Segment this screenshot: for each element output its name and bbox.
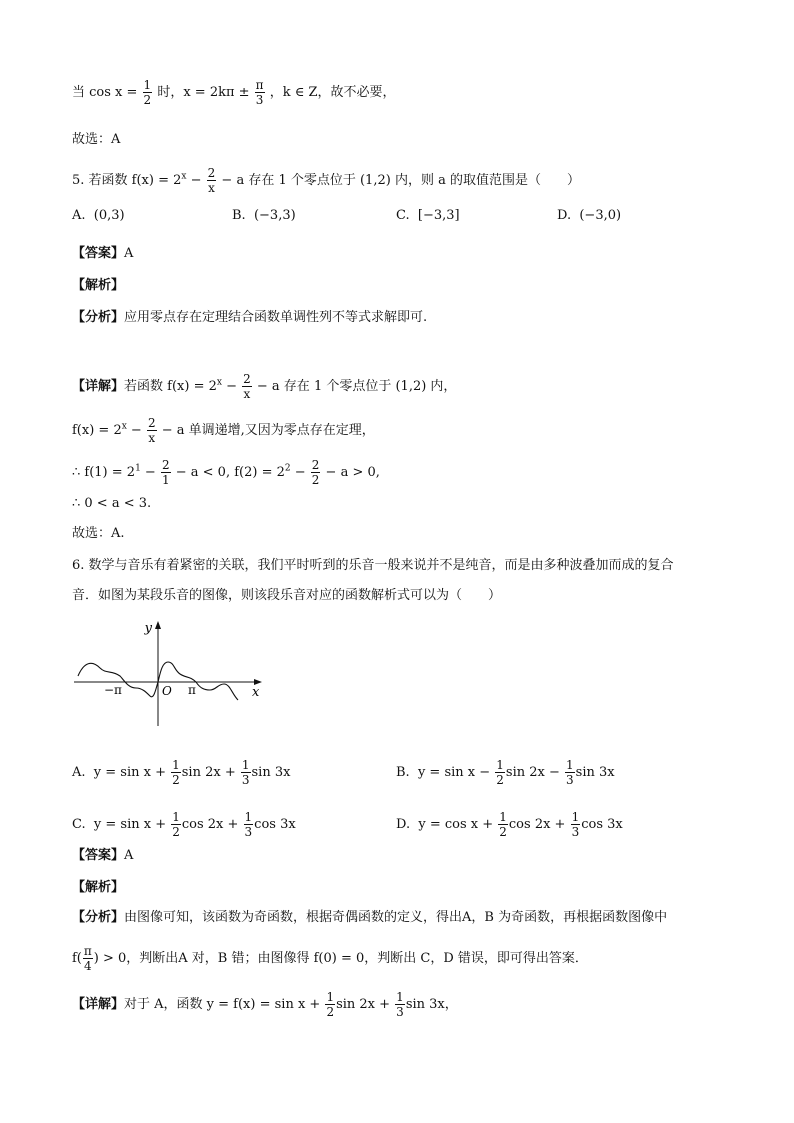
y-label: y — [144, 621, 152, 636]
fraction: $\frac{2}{x}$ — [147, 416, 156, 445]
q6-detail-line1: 【详解】对于 A，函数 y = f(x) = sin x + $\frac{1}{2}$ sin 2x + $\frac{1}{3}$ sin 3x， — [72, 990, 458, 1019]
fraction: $\frac{1}{2}$ — [143, 78, 152, 107]
q5-detail-line3: ∴ $f(1) = 2^1$ − $\frac{2}{1}$ − a < 0, $f(2) = 2^2$ − $\frac{2}{2}$ − a > 0, — [72, 458, 380, 487]
x-label: x — [252, 685, 260, 700]
fraction: $\frac{2}{2}$ — [311, 458, 320, 487]
origin-label: O — [162, 684, 172, 698]
fraction: $\frac{2}{1}$ — [161, 458, 170, 487]
q6-fenxi-line1: 【分析】由图像可知，该函数为奇函数，根据奇偶函数的定义，得出A，B 为奇函数，再根据函数图像中 — [72, 910, 668, 925]
q6-fenxi-line2: f( $\frac{\pi}{4}$ ) > 0，判断出A 对，B 错；由图像得 f(0) = 0，判断出 C，D 错误，即可得出答案． — [72, 944, 588, 973]
q6-answer: 【答案】A — [72, 848, 134, 863]
q5-final: 故选：A. — [72, 526, 125, 541]
y-axis-arrow — [155, 621, 161, 629]
q5-stem: 5. 若函数 $f(x) = 2^x$ − $\frac{2}{x}$ − a 存在 1 个零点位于 (1,2) 内，则 a 的取值范围是（ ） — [72, 166, 580, 195]
q5-detail-line1: 【详解】若函数 $f(x) = 2^x$ − $\frac{2}{x}$ − a 存在 1 个零点位于 (1,2) 内， — [72, 372, 457, 401]
q5-option-d: D. (−3,0) — [557, 208, 622, 223]
q5-option-a: A. (0,3) — [72, 208, 125, 223]
q6-option-d: D. y = cos x + $\frac{1}{2}$ cos 2x + $\frac{1}{3}$ cos 3x — [396, 810, 623, 839]
fraction: $\frac{2}{x}$ — [243, 372, 251, 401]
q6-wave-graph — [70, 618, 270, 730]
q5-detail-line2: $f(x) = 2^x$ − $\frac{2}{x}$ − a 单调递增,又因为零点存在定理， — [72, 416, 375, 445]
q6-stem-line2: 音．如图为某段乐音的图像，则该段乐音对应的函数解析式可以为（ ） — [72, 588, 502, 603]
q5-answer: 【答案】A — [72, 246, 134, 261]
prev-reasoning-line — [72, 78, 396, 107]
fraction: $\frac{\pi}{3}$ — [255, 78, 264, 107]
q6-option-a: A. y = sin x + $\frac{1}{2}$ sin 2x + $\frac{1}{3}$ sin 3x — [72, 758, 291, 787]
q6-analysis-tag: 【解析】 — [72, 880, 125, 895]
q5-detail-line4: ∴ 0 < a < 3. — [72, 496, 152, 511]
q5-analysis-tag: 【解析】 — [72, 278, 125, 293]
q5-option-c: C. [−3,3] — [396, 208, 460, 223]
prev-answer: 故选：A — [72, 132, 121, 147]
q5-fenxi: 【分析】应用零点存在定理结合函数单调性列不等式求解即可. — [72, 310, 428, 325]
text: ，k ∈ Z，故不必要， — [269, 85, 396, 100]
text: 时，x = 2kπ ± — [157, 85, 254, 100]
q6-option-b: B. y = sin x − $\frac{1}{2}$ sin 2x − $\frac{1}{3}$ sin 3x — [396, 758, 615, 787]
q6-option-c: C. y = sin x + $\frac{1}{2}$ cos 2x + $\frac{1}{3}$ cos 3x — [72, 810, 296, 839]
fraction: $\frac{2}{x}$ — [207, 166, 216, 195]
neg-pi-label: −π — [104, 683, 122, 697]
text: 当 cos x = — [72, 85, 142, 100]
q5-option-b: B. (−3,3) — [232, 208, 296, 223]
q6-stem-line1: 6. 数学与音乐有着紧密的关联，我们平时听到的乐音一般来说并不是纯音，而是由多种波叠加而成的复合 — [72, 558, 674, 573]
pi-label: π — [188, 683, 196, 697]
